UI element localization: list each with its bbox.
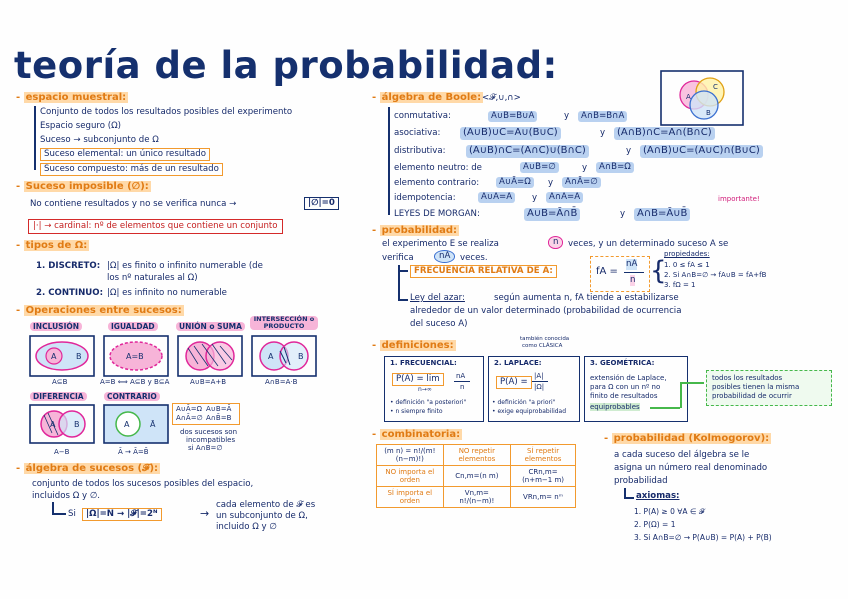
- si-label: Si: [68, 509, 76, 519]
- laplace-b2: • exige equiprobabilidad: [492, 408, 567, 415]
- prob-text-1b: veces, y un determinado suceso A se: [568, 239, 729, 249]
- boole-f2-3: A∩B=Ω: [596, 162, 634, 173]
- combinatoria-heading: - combinatoria:: [372, 429, 461, 440]
- comb-row2-vr: VRn,m= nᵐ: [511, 487, 576, 508]
- espacio-item-3: Suceso → subconjunto de Ω: [40, 135, 159, 145]
- boole-label-1: asociativa:: [394, 128, 441, 138]
- prop-3: 3. fΩ = 1: [664, 281, 696, 289]
- na-circle: nA: [434, 250, 455, 263]
- fa-frac-bot: n: [630, 275, 636, 285]
- boole-f1-6: A∪B=Ā∩B̄: [524, 208, 580, 221]
- boole-f2-0: A∩B=B∩A: [578, 111, 627, 122]
- prob-text-1: el experimento E se realiza: [382, 239, 499, 249]
- comb-row2-label: SÍ importa el orden: [377, 487, 444, 508]
- incompatibles-3: si A∩B=∅: [188, 444, 223, 452]
- boole-label-4: elemento contrario:: [394, 178, 480, 188]
- boole-f2-4: A∩Ā=∅: [562, 177, 601, 188]
- kolmogorov-text-3: probabilidad: [614, 476, 668, 486]
- sucesos-note-1: cada elemento de 𝓕 es: [216, 500, 316, 510]
- frecuencial-title: 1. FRECUENCIAL:: [390, 359, 457, 367]
- kolmogorov-heading: - probabilidad (Kolmogorov):: [604, 433, 770, 444]
- ley-azar-label: Ley del azar:: [410, 293, 465, 303]
- props-heading: propiedades:: [664, 250, 710, 258]
- comb-row1-c: Cn,m=(n m): [443, 466, 510, 487]
- imposible-text: No contiene resultados y no se verifica nunca →: [30, 199, 237, 209]
- laplace-formula: P(A) =: [496, 376, 532, 389]
- espacio-item-2: Espacio seguro (Ω): [40, 121, 122, 131]
- kolmogorov-text-1: a cada suceso del álgebra se le: [614, 450, 750, 460]
- cardinal-note: |·| → cardinal: nº de elementos que contiene un conjunto: [28, 219, 283, 234]
- tag-contrario: CONTRARIO: [104, 392, 160, 401]
- kolmogorov-text-2: asigna un número real denominado: [614, 463, 768, 473]
- axioma-1: 1. P(A) ≥ 0 ∀A ∈ 𝓕: [634, 507, 705, 516]
- boole-f1-4: A∪Ā=Ω: [496, 177, 534, 188]
- contrario-note-2: A∩Ā=∅: [176, 414, 203, 422]
- venn-abc-diagram: [660, 70, 744, 126]
- discreto-label: 1. DISCRETO:: [36, 261, 101, 271]
- venn-label-b: B: [706, 109, 711, 117]
- frecuencial-b2: • n siempre finito: [390, 408, 443, 415]
- svg-text:A=B: A=B: [126, 352, 144, 361]
- prop-2: 2. Si A∩B=∅ → fA∪B = fA+fB: [664, 271, 767, 279]
- tag-diferencia: DIFERENCIA: [30, 392, 87, 401]
- venn-row-1: [28, 334, 318, 380]
- sucesos-note-3: incluido Ω y ∅: [216, 522, 277, 532]
- comb-header-0: (m n) = n!/(m!(n−m)!): [377, 445, 444, 466]
- boole-f1-3: A∪B=∅: [520, 162, 559, 173]
- algebra-sucesos-text-1: conjunto de todos los sucesos posibles del espacio,: [32, 479, 254, 489]
- caption-inclusion: A⊆B: [52, 378, 68, 386]
- discreto-text: |Ω| es finito o infinito numerable (de: [107, 261, 263, 271]
- caption-diferencia: A−B: [54, 448, 70, 456]
- comb-header-1: NO repetir elementos: [443, 445, 510, 466]
- fa-frac-top: nA: [626, 259, 638, 269]
- comb-row2-v: Vn,m= n!/(n−m)!: [443, 487, 510, 508]
- incompatibles-1: dos sucesos son: [180, 428, 238, 436]
- imposible-heading: - Suceso imposible (∅):: [16, 181, 149, 192]
- contrario-note-1: A∪Ā=Ω: [176, 405, 202, 413]
- caption-interseccion: A∩B=A·B: [265, 378, 298, 386]
- empty-set-formula: |∅|=0: [304, 197, 339, 210]
- svg-text:A: A: [51, 352, 57, 361]
- boole-label-2: distributiva:: [394, 146, 446, 156]
- continuo-label: 2. CONTINUO:: [36, 288, 104, 298]
- n-circle: n: [548, 236, 563, 249]
- combinatoria-table: [376, 444, 576, 508]
- axioma-3: 3. Si A∩B=∅ → P(A∪B) = P(A) + P(B): [634, 533, 772, 542]
- tipos-heading: - tipos de Ω:: [16, 240, 88, 251]
- venn-row-2: [28, 403, 178, 447]
- svg-text:B: B: [298, 352, 304, 361]
- importante-note: importante!: [718, 195, 760, 203]
- tag-igualdad: IGUALDAD: [108, 322, 158, 331]
- comb-row1-cr: CRn,m=(n+m−1 m): [511, 466, 576, 487]
- espacio-item-4: Suceso elemental: un único resultado: [40, 148, 210, 161]
- boole-f2-6: A∩B=Ā∪B̄: [634, 208, 690, 221]
- svg-text:A: A: [268, 352, 274, 361]
- frecuencial-formula: P(A) = lim: [392, 373, 444, 386]
- contrario-note-4: A∩B̄=B: [206, 414, 232, 422]
- fa-label: fA =: [596, 266, 618, 277]
- ley-azar-text-2: alrededor de un valor determinado (probabilidad de ocurrencia: [410, 306, 682, 316]
- tag-inclusion: INCLUSIÓN: [30, 322, 82, 331]
- svg-text:B: B: [76, 352, 82, 361]
- comb-header-2: SÍ repetir elementos: [511, 445, 576, 466]
- boole-f2-5: A∩A=A: [546, 192, 583, 203]
- ley-azar-text-3: del suceso A): [410, 319, 468, 329]
- continuo-text: |Ω| es infinito no numerable: [107, 288, 227, 298]
- geometrica-title: 3. GEOMÉTRICA:: [590, 359, 655, 367]
- axiomas-label: axiomas:: [636, 491, 680, 501]
- caption-union: A∪B=A+B: [190, 378, 227, 386]
- contrario-note-3: A∪B=Ā: [206, 405, 232, 413]
- boole-f1-0: A∪B=B∪A: [488, 111, 537, 122]
- comb-row1-label: NO importa el orden: [377, 466, 444, 487]
- boole-f1-2: (A∪B)∩C=(A∩C)∪(B∩C): [466, 145, 589, 158]
- laplace-title: 2. LAPLACE:: [494, 359, 542, 367]
- svg-text:B: B: [74, 420, 80, 429]
- prob-text-2: verifica: [382, 253, 414, 263]
- operaciones-heading: - Operaciones entre sucesos:: [16, 305, 182, 316]
- ley-azar-text-1: según aumenta n, fA tiende a estabilizarse: [494, 293, 679, 303]
- boole-heading: - álgebra de Boole:: [372, 92, 482, 103]
- sucesos-note-2: un subconjunto de Ω,: [216, 511, 308, 521]
- espacio-item-1: Conjunto de todos los resultados posibles del experimento: [40, 107, 293, 117]
- definiciones-heading: - definiciones:: [372, 340, 454, 351]
- venn-label-a: A: [686, 93, 691, 101]
- boole-label-0: conmutativa:: [394, 111, 451, 121]
- boole-f2-1: (A∩B)∩C=A∩(B∩C): [614, 127, 715, 140]
- axioma-2: 2. P(Ω) = 1: [634, 520, 676, 529]
- boole-f1-1: (A∪B)∪C=A∪(B∪C): [460, 127, 561, 140]
- laplace-b1: • definición "a priori": [492, 399, 556, 406]
- svg-text:A: A: [50, 420, 56, 429]
- incompatibles-2: incompatibles: [186, 436, 236, 444]
- prop-1: 1. 0 ≤ fA ≤ 1: [664, 261, 710, 269]
- discreto-text-2: los nº naturales al Ω): [107, 273, 198, 283]
- tag-interseccion: INTERSECCIÓN o PRODUCTO: [250, 316, 318, 330]
- venn-label-c: C: [713, 83, 718, 91]
- boole-f2-2: (A∩B)∪C=(A∪C)∩(B∪C): [640, 145, 763, 158]
- boole-label-6: LEYES DE MORGAN:: [394, 209, 480, 219]
- frecuencial-b1: • definición "a posteriori": [390, 399, 467, 406]
- probabilidad-heading: - probabilidad:: [372, 225, 458, 236]
- boole-f1-5: A∪A=A: [478, 192, 515, 203]
- boole-label-5: idempotencia:: [394, 193, 456, 203]
- page-title: teoría de la probabilidad:: [14, 44, 558, 87]
- caption-contrario: Ā → Ā=B̄: [118, 448, 149, 456]
- prob-text-2b: veces.: [460, 253, 488, 263]
- boole-signature: <𝓕,∪,∩>: [482, 93, 521, 103]
- svg-text:A: A: [124, 420, 130, 429]
- frecuencia-relativa-label: FRECUENCIA RELATIVA DE A:: [410, 265, 557, 278]
- espacio-heading: - espacio muestral:: [16, 92, 127, 103]
- algebra-sucesos-text-2: incluidos Ω y ∅.: [32, 491, 101, 501]
- tag-union: UNIÓN o SUMA: [176, 322, 245, 331]
- fraktal-formula: |Ω|=N → |𝓕|=2ᴺ: [82, 508, 162, 521]
- algebra-sucesos-heading: - álgebra de sucesos (𝓕):: [16, 463, 159, 474]
- svg-text:Ā: Ā: [150, 420, 156, 429]
- boole-label-3: elemento neutro: de: [394, 163, 482, 173]
- espacio-item-5: Suceso compuesto: más de un resultado: [40, 163, 223, 176]
- caption-igualdad: A=B ⟺ A⊆B y B⊆A: [100, 378, 170, 386]
